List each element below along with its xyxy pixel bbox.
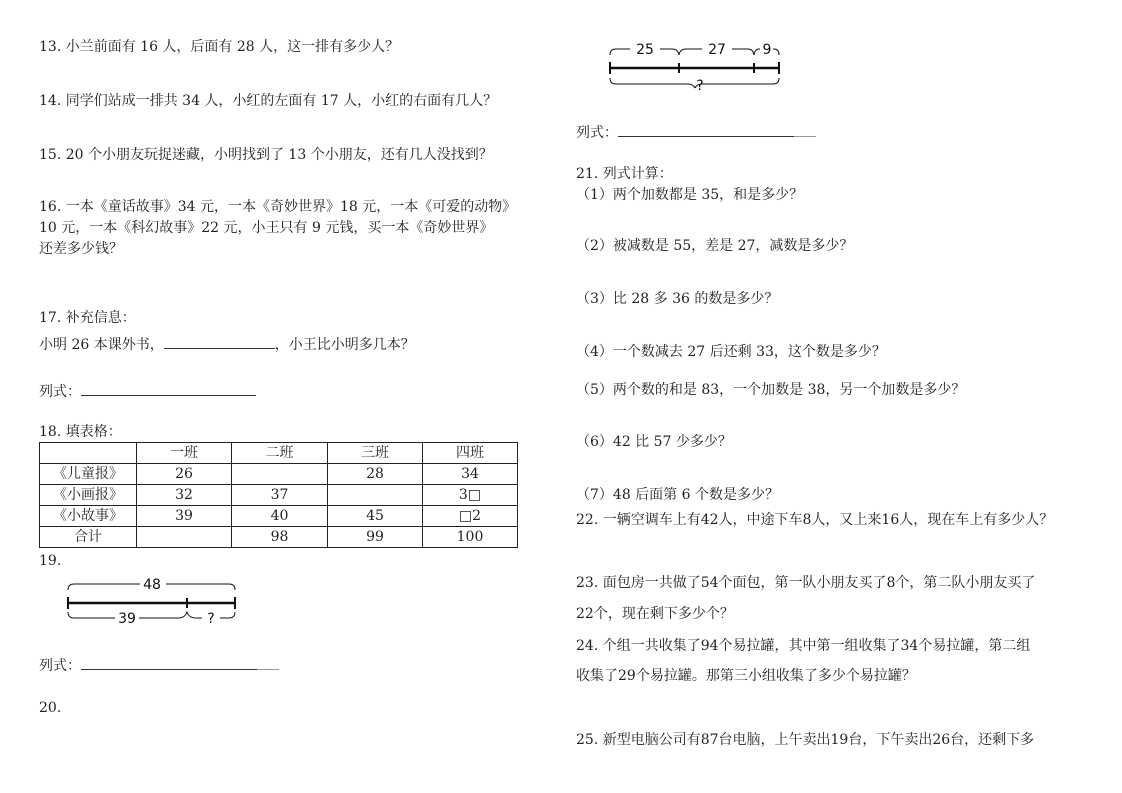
table-header: 二班 — [232, 443, 328, 464]
brace-c-right — [773, 49, 779, 55]
formula-blank[interactable] — [81, 381, 256, 396]
question-16-line-2: 10 元，一本《科幻故事》22 元，小王只有 9 元钱，买一本《奇妙世界》 — [39, 220, 494, 236]
brace-a-left — [610, 49, 630, 55]
segment-a-label: 25 — [636, 42, 654, 58]
fill-table — [39, 442, 518, 548]
table-cell: 39 — [137, 506, 232, 527]
table-cell: 98 — [232, 527, 328, 548]
table-row — [40, 527, 518, 548]
table-cell: 37 — [232, 485, 328, 506]
question-19-title: 19. — [39, 553, 62, 569]
table-cell: 100 — [423, 527, 518, 548]
formula-label: 列式： — [576, 125, 618, 141]
formula-blank-tail — [257, 655, 279, 670]
question-21-item: （6）42 比 57 少多少？ — [576, 434, 732, 450]
question-19-formula — [39, 655, 279, 676]
bottom-brace-left — [610, 78, 695, 88]
formula-label: 列式： — [39, 384, 81, 400]
brace-b-right — [732, 49, 754, 55]
question-17-title: 17. 补充信息： — [39, 310, 136, 326]
table-cell-blank[interactable] — [232, 464, 328, 485]
table-header-row — [40, 443, 518, 464]
table-header: 一班 — [137, 443, 232, 464]
top-brace-right — [166, 584, 235, 590]
question-16-line-3: 还差多少钱？ — [39, 241, 123, 257]
question-17-post: ，小王比小明多几本？ — [274, 337, 415, 353]
question-20-formula — [576, 122, 816, 143]
question-21-item: （3）比 28 多 36 的数是多少？ — [576, 291, 779, 307]
bottom-brace-mid — [139, 612, 202, 618]
info-blank[interactable] — [164, 334, 275, 349]
bar-diagram-19 — [60, 574, 245, 628]
question-21-title: 21. 列式计算： — [576, 166, 673, 182]
question-21-item: （2）被减数是 55，差是 27，减数是多少？ — [576, 238, 854, 254]
question-24-line-2: 收集了29个易拉罐。那第三小组收集了多少个易拉罐？ — [576, 668, 916, 684]
bottom-brace-right — [220, 612, 235, 618]
question-22: 22. 一辆空调车上有42人，中途下车8人，又上来16人，现在车上有多少人？ — [576, 512, 1054, 528]
table-cell: 28 — [328, 464, 423, 485]
table-cell: 合计 — [40, 527, 137, 548]
formula-blank[interactable] — [618, 122, 794, 137]
bottom-brace-right — [695, 78, 779, 88]
table-row — [40, 485, 518, 506]
segment-c-label: 9 — [762, 42, 772, 58]
question-14: 14. 同学们站成一排共 34 人，小红的左面有 17 人，小红的右面有几人？ — [39, 93, 498, 109]
question-25-line-1: 25. 新型电脑公司有87台电脑，上午卖出19台，下午卖出26台，还剩下多 — [576, 732, 1035, 748]
question-17-pre: 小明 26 本课外书， — [39, 337, 164, 353]
table-cell-blank[interactable] — [328, 485, 423, 506]
part-label: 39 — [118, 611, 136, 627]
bottom-brace-left — [68, 612, 115, 618]
table-cell: 《小故事》 — [40, 506, 137, 527]
question-17-formula — [39, 381, 256, 402]
question-21-item: （4）一个数减去 27 后还剩 33，这个数是多少？ — [576, 344, 886, 360]
question-24-line-1: 24. 个组一共收集了94个易拉罐，其中第一组收集了34个易拉罐，第二组 — [576, 638, 1031, 654]
table-cell: 40 — [232, 506, 328, 527]
unknown-label: ? — [207, 611, 215, 627]
brace-b-left — [679, 49, 702, 55]
table-cell: 45 — [328, 506, 423, 527]
formula-label: 列式： — [39, 658, 81, 674]
question-21-item: （5）两个数的和是 83，一个加数是 38，另一个加数是多少？ — [576, 382, 966, 398]
bar-diagram-20 — [602, 38, 788, 94]
question-21-item: （7）48 后面第 6 个数是多少？ — [576, 487, 779, 503]
question-20-title: 20. — [39, 700, 62, 716]
brace-a-right — [660, 49, 679, 55]
question-13: 13. 小兰前面有 16 人，后面有 28 人，这一排有多少人？ — [39, 39, 400, 55]
table-cell: 《小画报》 — [40, 485, 137, 506]
table-cell: 34 — [423, 464, 518, 485]
table-row — [40, 506, 518, 527]
table-header: 四班 — [423, 443, 518, 464]
question-18-title: 18. 填表格： — [39, 424, 122, 440]
question-23-line-2: 22个，现在剩下多少个？ — [576, 606, 734, 622]
table-header: 三班 — [328, 443, 423, 464]
table-cell: 《儿童报》 — [40, 464, 137, 485]
brace-c-left — [754, 49, 760, 55]
segment-b-label: 27 — [708, 42, 726, 58]
question-21-item: （1）两个加数都是 35，和是多少？ — [576, 187, 804, 203]
table-cell: 32 — [137, 485, 232, 506]
question-15: 15. 20 个小朋友玩捉迷藏，小明找到了 13 个小朋友，还有几人没找到？ — [39, 147, 493, 163]
unknown-label: ? — [696, 78, 704, 94]
question-16-line-1: 16. 一本《童话故事》34 元，一本《奇妙世界》18 元，一本《可爱的动物》 — [39, 199, 517, 215]
formula-blank-tail — [794, 122, 816, 137]
table-cell[interactable]: 3□ — [423, 485, 518, 506]
table-cell: 99 — [328, 527, 423, 548]
table-cell[interactable]: □2 — [423, 506, 518, 527]
table-cell-blank[interactable] — [137, 527, 232, 548]
table-cell: 26 — [137, 464, 232, 485]
question-23-line-1: 23. 面包房一共做了54个面包，第一队小朋友买了8个，第二队小朋友买了 — [576, 575, 1036, 591]
table-header — [40, 443, 137, 464]
top-brace-left — [68, 584, 140, 590]
formula-blank[interactable] — [81, 655, 257, 670]
table-row — [40, 464, 518, 485]
total-label: 48 — [143, 577, 161, 593]
question-17-line — [39, 334, 415, 355]
